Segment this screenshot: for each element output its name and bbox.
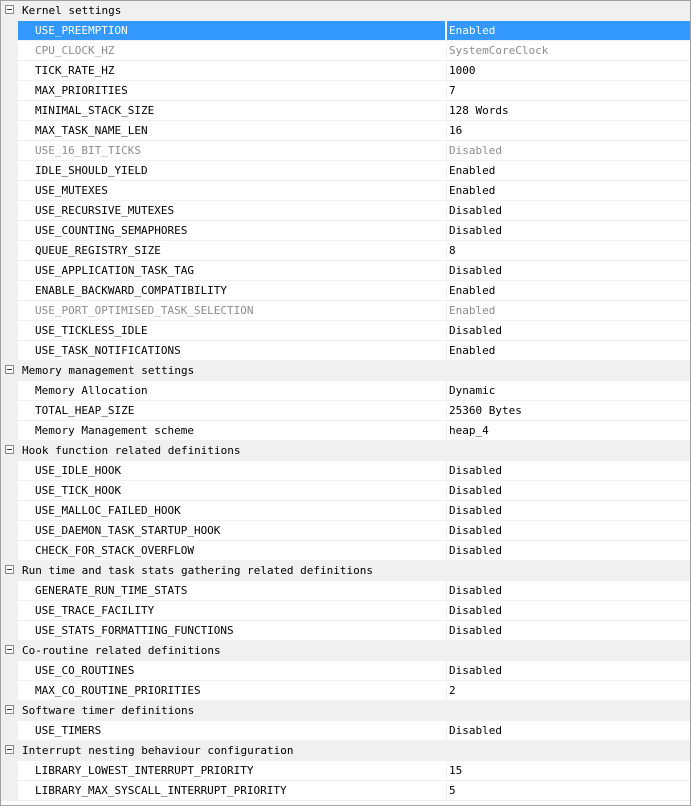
property-name-cell[interactable] xyxy=(1,501,445,520)
section-title: Software timer definitions xyxy=(22,704,195,717)
property-row[interactable] xyxy=(1,281,690,301)
property-name-cell[interactable] xyxy=(1,581,445,600)
section-header[interactable] xyxy=(1,1,690,21)
property-value[interactable]: Enabled xyxy=(446,181,690,200)
property-row[interactable] xyxy=(1,321,690,341)
property-value[interactable]: Disabled xyxy=(446,721,690,740)
property-name-cell[interactable] xyxy=(1,141,445,160)
property-name-cell[interactable] xyxy=(1,421,445,440)
property-row[interactable] xyxy=(1,381,690,401)
property-name: USE_TIMERS xyxy=(35,724,102,737)
property-name-cell[interactable] xyxy=(1,381,445,400)
property-name: USE_IDLE_HOOK xyxy=(35,464,122,477)
section-title: Hook function related definitions xyxy=(22,444,241,457)
property-value[interactable]: Disabled xyxy=(446,501,690,520)
property-name: USE_RECURSIVE_MUTEXES xyxy=(35,204,175,217)
section-title: Memory management settings xyxy=(22,364,195,377)
property-name: LIBRARY_LOWEST_INTERRUPT_PRIORITY xyxy=(35,764,254,777)
property-name-cell[interactable] xyxy=(1,541,445,560)
property-row[interactable] xyxy=(1,541,690,561)
property-value[interactable]: Enabled xyxy=(446,341,690,360)
property-row[interactable] xyxy=(1,501,690,521)
property-name: MAX_CO_ROUTINE_PRIORITIES xyxy=(35,684,201,697)
collapse-minus-icon[interactable] xyxy=(5,5,14,14)
property-row[interactable] xyxy=(1,461,690,481)
property-row[interactable] xyxy=(1,761,690,781)
section-title: Kernel settings xyxy=(22,4,122,17)
property-row[interactable] xyxy=(1,621,690,641)
property-value[interactable]: Enabled xyxy=(446,161,690,180)
property-value: SystemCoreClock xyxy=(446,41,690,60)
property-row[interactable] xyxy=(1,41,690,61)
property-name: USE_TICK_HOOK xyxy=(35,484,122,497)
section-title: Co-routine related definitions xyxy=(22,644,221,657)
property-value: Enabled xyxy=(446,301,690,320)
property-name-cell[interactable] xyxy=(1,721,445,740)
property-name: MINIMAL_STACK_SIZE xyxy=(35,104,155,117)
section-header[interactable] xyxy=(1,701,690,721)
property-name-cell[interactable] xyxy=(1,321,445,340)
property-name-cell[interactable] xyxy=(1,401,445,420)
property-name-cell[interactable] xyxy=(1,21,445,40)
property-name: Memory Management scheme xyxy=(35,424,194,437)
property-value[interactable]: Disabled xyxy=(446,541,690,560)
property-name: USE_DAEMON_TASK_STARTUP_HOOK xyxy=(35,524,221,537)
property-value[interactable]: Disabled xyxy=(446,201,690,220)
property-row[interactable] xyxy=(1,81,690,101)
property-row[interactable] xyxy=(1,601,690,621)
section-title: Run time and task stats gathering related definitions xyxy=(22,564,373,577)
property-value[interactable]: 2 xyxy=(446,681,690,700)
property-name: CHECK_FOR_STACK_OVERFLOW xyxy=(35,544,194,557)
property-name-cell[interactable] xyxy=(1,241,445,260)
property-name: USE_16_BIT_TICKS xyxy=(35,144,141,157)
property-value[interactable]: Disabled xyxy=(446,621,690,640)
property-name: USE_PORT_OPTIMISED_TASK_SELECTION xyxy=(35,304,254,317)
property-name: QUEUE_REGISTRY_SIZE xyxy=(35,244,161,257)
section-header[interactable] xyxy=(1,641,690,661)
collapse-minus-icon[interactable] xyxy=(5,565,14,574)
property-row[interactable] xyxy=(1,721,690,741)
property-name-cell[interactable] xyxy=(1,341,445,360)
collapse-minus-icon[interactable] xyxy=(5,645,14,654)
property-value[interactable]: Enabled xyxy=(446,21,690,40)
property-row[interactable] xyxy=(1,141,690,161)
property-name-cell[interactable] xyxy=(1,161,445,180)
property-name: USE_TICKLESS_IDLE xyxy=(35,324,148,337)
property-name-cell[interactable] xyxy=(1,621,445,640)
property-value[interactable]: Disabled xyxy=(446,661,690,680)
property-value[interactable]: Disabled xyxy=(446,481,690,500)
property-name: USE_MUTEXES xyxy=(35,184,108,197)
property-row[interactable] xyxy=(1,161,690,181)
property-name: MAX_PRIORITIES xyxy=(35,84,128,97)
property-value[interactable]: Disabled xyxy=(446,601,690,620)
property-name: MAX_TASK_NAME_LEN xyxy=(35,124,148,137)
property-name-cell[interactable] xyxy=(1,601,445,620)
property-row[interactable] xyxy=(1,241,690,261)
property-value[interactable]: Disabled xyxy=(446,521,690,540)
property-value[interactable]: 5 xyxy=(446,781,690,800)
property-name: LIBRARY_MAX_SYSCALL_INTERRUPT_PRIORITY xyxy=(35,784,287,797)
property-name-cell[interactable] xyxy=(1,181,445,200)
property-name-cell[interactable] xyxy=(1,221,445,240)
property-value[interactable]: 7 xyxy=(446,81,690,100)
property-name: Memory Allocation xyxy=(35,384,148,397)
property-name: TICK_RATE_HZ xyxy=(35,64,115,77)
property-name-cell[interactable] xyxy=(1,61,445,80)
property-value[interactable]: 15 xyxy=(446,761,690,780)
property-value[interactable]: 128 Words xyxy=(446,101,690,120)
property-name: USE_MALLOC_FAILED_HOOK xyxy=(35,504,181,517)
property-row[interactable] xyxy=(1,201,690,221)
property-name-cell[interactable] xyxy=(1,761,445,780)
property-name: USE_TASK_NOTIFICATIONS xyxy=(35,344,181,357)
property-value[interactable]: Disabled xyxy=(446,221,690,240)
property-value[interactable]: Enabled xyxy=(446,281,690,300)
property-value[interactable]: Disabled xyxy=(446,461,690,480)
property-row[interactable] xyxy=(1,261,690,281)
collapse-minus-icon[interactable] xyxy=(5,705,14,714)
property-name: GENERATE_RUN_TIME_STATS xyxy=(35,584,188,597)
property-value: Disabled xyxy=(446,141,690,160)
collapse-minus-icon[interactable] xyxy=(5,365,14,374)
property-value[interactable]: Disabled xyxy=(446,321,690,340)
property-name-cell[interactable] xyxy=(1,281,445,300)
property-value[interactable]: heap_4 xyxy=(446,421,690,440)
property-row[interactable] xyxy=(1,401,690,421)
property-value[interactable]: 16 xyxy=(446,121,690,140)
property-name: USE_CO_ROUTINES xyxy=(35,664,135,677)
property-row[interactable] xyxy=(1,61,690,81)
property-row[interactable] xyxy=(1,481,690,501)
section-header[interactable] xyxy=(1,361,690,381)
collapse-minus-icon[interactable] xyxy=(5,745,14,754)
property-row[interactable] xyxy=(1,521,690,541)
property-name: USE_PREEMPTION xyxy=(35,24,128,37)
property-name-cell[interactable] xyxy=(1,101,445,120)
section-header[interactable] xyxy=(1,561,690,581)
property-value[interactable]: Disabled xyxy=(446,261,690,280)
property-name-cell[interactable] xyxy=(1,81,445,100)
section-header[interactable] xyxy=(1,441,690,461)
property-row[interactable] xyxy=(1,221,690,241)
property-row[interactable] xyxy=(1,341,690,361)
property-name-cell[interactable] xyxy=(1,521,445,540)
property-value[interactable]: 8 xyxy=(446,241,690,260)
property-row[interactable] xyxy=(1,781,690,801)
property-name: IDLE_SHOULD_YIELD xyxy=(35,164,148,177)
property-row[interactable] xyxy=(1,681,690,701)
property-name: ENABLE_BACKWARD_COMPATIBILITY xyxy=(35,284,228,297)
property-row[interactable] xyxy=(1,181,690,201)
property-name-cell[interactable] xyxy=(1,461,445,480)
property-name: TOTAL_HEAP_SIZE xyxy=(35,404,135,417)
property-row[interactable] xyxy=(1,301,690,321)
collapse-minus-icon[interactable] xyxy=(5,445,14,454)
property-name-cell[interactable] xyxy=(1,261,445,280)
property-name: USE_APPLICATION_TASK_TAG xyxy=(35,264,194,277)
property-value[interactable]: 1000 xyxy=(446,61,690,80)
property-row[interactable] xyxy=(1,121,690,141)
section-header[interactable] xyxy=(1,741,690,761)
property-row[interactable] xyxy=(1,421,690,441)
property-name-cell[interactable] xyxy=(1,781,445,800)
property-value[interactable]: Dynamic xyxy=(446,381,690,400)
section-title: Interrupt nesting behaviour configuration xyxy=(22,744,294,757)
property-row[interactable] xyxy=(1,581,690,601)
property-name-cell[interactable] xyxy=(1,681,445,700)
property-value[interactable]: Disabled xyxy=(446,581,690,600)
property-name-cell[interactable] xyxy=(1,661,445,680)
property-name-cell[interactable] xyxy=(1,121,445,140)
property-row[interactable] xyxy=(1,661,690,681)
property-name: CPU_CLOCK_HZ xyxy=(35,44,115,57)
property-value[interactable]: 25360 Bytes xyxy=(446,401,690,420)
property-name-cell[interactable] xyxy=(1,481,445,500)
property-row[interactable] xyxy=(1,21,690,41)
property-row[interactable] xyxy=(1,101,690,121)
property-name: USE_COUNTING_SEMAPHORES xyxy=(35,224,188,237)
property-name: USE_TRACE_FACILITY xyxy=(35,604,155,617)
property-name-cell[interactable] xyxy=(1,301,445,320)
property-name-cell[interactable] xyxy=(1,201,445,220)
property-name: USE_STATS_FORMATTING_FUNCTIONS xyxy=(35,624,234,637)
property-name-cell[interactable] xyxy=(1,41,445,60)
